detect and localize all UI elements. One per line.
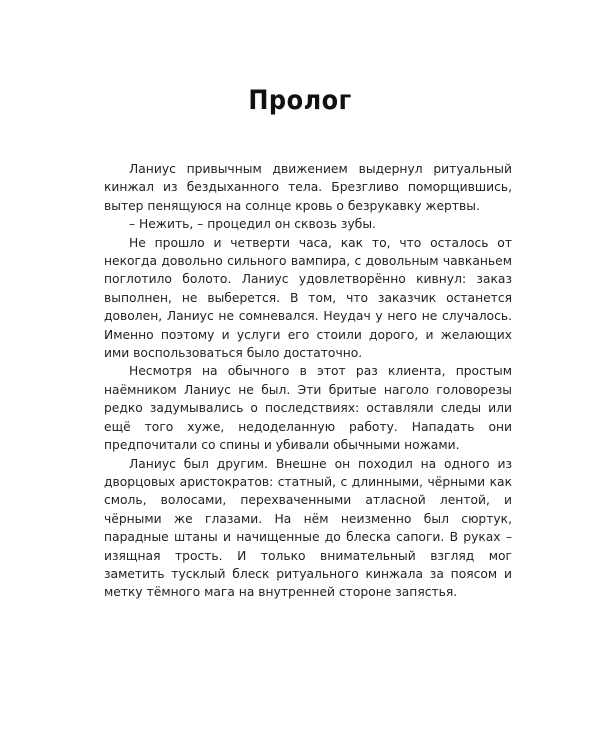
- paragraph: Ланиус был другим. Внешне он походил на одного из дворцовых аристократов: статный, с длинными, чёрными как смоль, волосами, перехваченными атласной лентой, и чёрными же глазами. На нём неизменно был сюртук, парадные штаны и начищенные до блеска сапоги. В руках – изящная трость. И только внимательный взгляд мог заметить тусклый блеск ритуального кинжала за поясом и метку тёмного мага на внутренней стороне запястья.: [104, 456, 512, 600]
- paragraph: Несмотря на обычного в этот раз клиента, простым наёмником Ланиус не был. Эти бритые наголо головорезы редко задумывались о последствиях: оставляли следы или ещё того хуже, недоделанную работу. Нападать они предпочитали со спины и убивали обычными ножами.: [104, 364, 512, 453]
- chapter-body: [104, 160, 512, 602]
- paragraph: Не прошло и четверти часа, как то, что осталось от некогда довольно сильного вампира, с довольным чавканьем поглотило болото. Ланиус удовлетворённо кивнул: заказ выполнен, не выберется. В том, что заказчик останется доволен, Ланиус не сомневался. Неудач у него не случалось. Именно поэтому и услуги его стоили дорого, и желающих ими воспользоваться было достаточно.: [104, 235, 512, 361]
- chapter-title: Пролог: [248, 84, 352, 116]
- paragraph: Ланиус привычным движением выдернул ритуальный кинжал из бездыханного тела. Брезгливо поморщившись, вытер пенящуюся на солнце кровь о безрукавку жертвы.: [104, 162, 512, 213]
- paragraph: – Нежить, – процедил он сквозь зубы.: [129, 217, 376, 232]
